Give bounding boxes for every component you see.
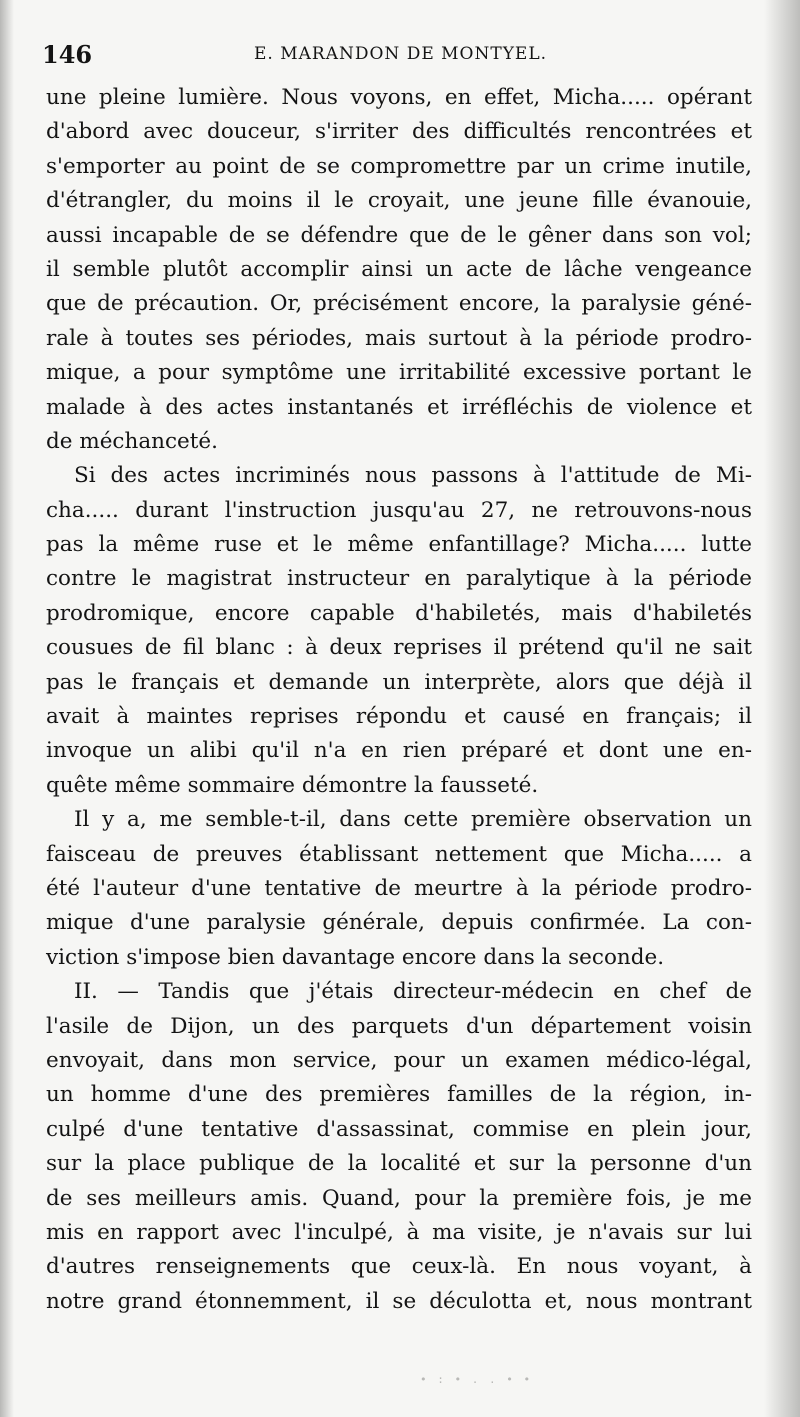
text-line: cha..... durant l'instruction jusqu'au 27, ne retrouvons-nous bbox=[46, 497, 752, 523]
text-line: un homme d'une des premières familles de la région, in- bbox=[46, 1082, 752, 1108]
text-line: II. — Tandis que j'étais directeur-médecin en chef de bbox=[74, 979, 752, 1005]
text-line: viction s'impose bien davantage encore dans la seconde. bbox=[46, 944, 665, 970]
text-line: l'asile de Dijon, un des parquets d'un département voisin bbox=[46, 1013, 752, 1039]
text-line: rale à toutes ses périodes, mais surtout à la période prodro- bbox=[46, 325, 752, 351]
text-line: avait à maintes reprises répondu et causé en français; il bbox=[46, 704, 752, 730]
text-line: sur la place publique de la localité et sur la personne d'un bbox=[46, 1151, 752, 1177]
text-line: il semble plutôt accomplir ainsi un acte de lâche vengeance bbox=[46, 256, 752, 282]
text-line: d'autres renseignements que ceux-là. En nous voyant, à bbox=[46, 1254, 752, 1280]
signature-mark: • : • . . • • bbox=[420, 1373, 533, 1386]
text-line: une pleine lumière. Nous voyons, en effet, Micha..... opérant bbox=[46, 85, 752, 110]
text-line: cousues de fil blanc : à deux reprises il prétend qu'il ne sait bbox=[46, 635, 752, 661]
page-number: 146 bbox=[42, 40, 93, 69]
text-line: d'abord avec douceur, s'irriter des difficultés rencontrées et bbox=[46, 119, 752, 145]
text-line: culpé d'une tentative d'assassinat, commise en plein jour, bbox=[46, 1116, 752, 1142]
text-line: malade à des actes instantanés et irréfléchis de violence et bbox=[46, 394, 752, 420]
text-line: été l'auteur d'une tentative de meurtre à la période prodro- bbox=[46, 875, 752, 901]
text-line: s'emporter au point de se compromettre par un crime inutile, bbox=[46, 153, 752, 179]
text-line: quête même sommaire démontre la fausseté. bbox=[46, 772, 539, 798]
text-line: Si des actes incriminés nous passons à l'attitude de Mi- bbox=[74, 463, 752, 489]
page-header bbox=[42, 40, 754, 74]
text-line: faisceau de preuves établissant nettement que Micha..... a bbox=[46, 841, 752, 867]
page-gutter-shadow bbox=[0, 0, 14, 1417]
text-line: que de précaution. Or, précisément encore, la paralysie géné- bbox=[46, 291, 752, 317]
text-line: aussi incapable de se défendre que de le gêner dans son vol; bbox=[46, 222, 752, 248]
text-line: Il y a, me semble-t-il, dans cette première observation un bbox=[74, 807, 752, 833]
text-line: mique, a pour symptôme une irritabilité excessive portant le bbox=[46, 360, 752, 386]
text-line: pas le français et demande un interprète, alors que déjà il bbox=[46, 669, 752, 695]
text-line: prodromique, encore capable d'habiletés, mais d'habiletés bbox=[46, 600, 752, 626]
text-line: envoyait, dans mon service, pour un examen médico-légal, bbox=[46, 1047, 752, 1073]
text-line: mis en rapport avec l'inculpé, à ma visite, je n'avais sur lui bbox=[46, 1219, 752, 1245]
body-text bbox=[46, 81, 752, 1319]
text-line: de ses meilleurs amis. Quand, pour la première fois, je me bbox=[46, 1185, 752, 1211]
running-head: E. MARANDON DE MONTYEL. bbox=[254, 44, 548, 64]
text-line: pas la même ruse et le même enfantillage? Micha..... lutte bbox=[46, 532, 752, 558]
page-edge-shadow bbox=[764, 0, 800, 1417]
text-line: mique d'une paralysie générale, depuis confirmée. La con- bbox=[46, 910, 752, 936]
text-line: d'étrangler, du moins il le croyait, une jeune fille évanouie, bbox=[46, 188, 752, 214]
text-line: notre grand étonnemment, il se déculotta et, nous montrant bbox=[46, 1288, 752, 1314]
text-line: contre le magistrat instructeur en paralytique à la période bbox=[46, 566, 752, 592]
text-line: de méchanceté. bbox=[46, 428, 218, 454]
text-line: invoque un alibi qu'il n'a en rien préparé et dont une en- bbox=[46, 738, 752, 764]
